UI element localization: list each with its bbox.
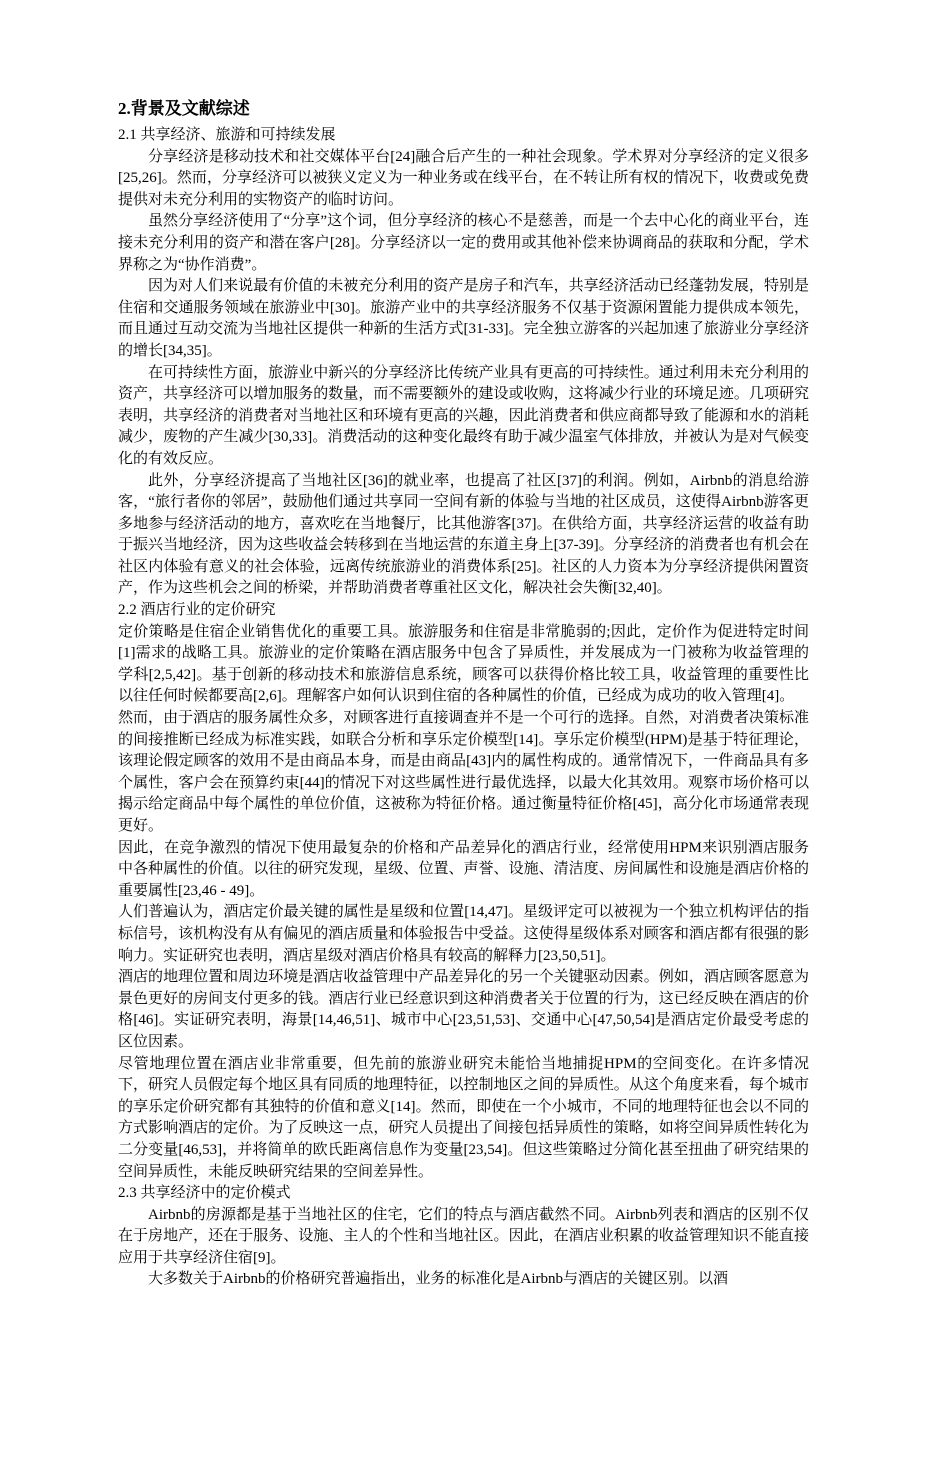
paragraph: 分享经济是移动技术和社交媒体平台[24]融合后产生的一种社会现象。学术界对分享经济的定义很多[25,26]。然而，分享经济可以被狭义定义为一种业务或在线平台，在不转让所有权的情况下，收费或免费提供对未充分利用的实物资产的临时访问。: [118, 148, 809, 208]
paragraph: 酒店的地理位置和周边环境是酒店收益管理中产品差异化的另一个关键驱动因素。例如，酒店顾客愿意为景色更好的房间支付更多的钱。酒店行业已经意识到这种消费者关于位置的行为，这已经反映在酒店的价格[46]。实证研究表明，海景[14,46,51]、城市中心[23,51,53]、交通中心[47,50,54]是酒店定价最受考虑的区位因素。: [118, 969, 809, 1050]
paragraph: 定价策略是住宿企业销售优化的重要工具。旅游服务和住宿是非常脆弱的;因此，定价作为促进特定时间[1]需求的战略工具。旅游业的定价策略在酒店服务中包含了异质性，并发展成为一门被称为收益管理的学科[2,5,42]。基于创新的移动技术和旅游信息系统，顾客可以获得价格比较工具，收益管理的重要性比以往任何时候都要高[2,6]。理解客户如何认识到住宿的各种属性的价值，已经成为成功的收入管理[4]。: [118, 623, 809, 705]
subsection-heading-2-3: 2.3 共享经济中的定价模式: [118, 1185, 291, 1202]
paragraph: 尽管地理位置在酒店业非常重要，但先前的旅游业研究未能恰当地捕捉HPM的空间变化。在许多情况下，研究人员假定每个地区具有同质的地理特征，以控制地区之间的异质性。从这个角度来看，每个城市的享乐定价研究都有其独特的价值和意义[14]。然而，即使在一个小城市，不同的地理特征也会以不同的方式影响酒店的定价。为了反映这一点，研究人员提出了间接包括异质性的策略，如将空间异质性转化为二分变量[46,53]，并将简单的欧氏距离信息作为变量[23,54]。但这些策略过分简化甚至扭曲了研究结果的空间异质性，未能反映研究结果的空间差异性。: [118, 1055, 809, 1180]
subsection-heading-2-1: 2.1 共享经济、旅游和可持续发展: [118, 127, 336, 143]
paragraph: 人们普遍认为，酒店定价最关键的属性是星级和位置[14,47]。星级评定可以被视为一个独立机构评估的指标信号，该机构没有从有偏见的酒店质量和体验报告中受益。这使得星级体系对顾客和酒店都有很强的影响力。实证研究也表明，酒店星级对酒店价格具有较高的解释力[23,50,51]。: [118, 904, 809, 964]
paragraph: 因为对人们来说最有价值的未被充分利用的资产是房子和汽车，共享经济活动已经蓬勃发展，特别是住宿和交通服务领域在旅游业中[30]。旅游产业中的共享经济服务不仅基于资源闲置能力提供成本领先，而且通过互动交流为当地社区提供一种新的生活方式[31-33]。完全独立游客的兴起加速了旅游业分享经济的增长[34,35]。: [118, 278, 809, 359]
paragraph: 因此，在竞争激烈的情况下使用最复杂的价格和产品差异化的酒店行业，经常使用HPM来识别酒店服务中各种属性的价值。以往的研究发现，星级、位置、声誉、设施、清洁度、房间属性和设施是酒店价格的重要属性[23,46 - 49]。: [118, 839, 809, 899]
subsection-heading-2-2: 2.2 酒店行业的定价研究: [118, 602, 276, 619]
paragraph: 此外，分享经济提高了当地社区[36]的就业率，也提高了社区[37]的利润。例如，Airbnb的消息给游客，“旅行者你的邻居”，鼓励他们通过共享同一空间有新的体验与当地的社区成员，这使得Airbnb游客更多地参与经济活动的地方，喜欢吃在当地餐厅，比其他游客[37]。在供给方面，共享经济运营的收益有助于振兴当地经济，因为这些收益会转移到在当地运营的东道主身上[37-39]。分享经济的消费者也有机会在社区内体验有意义的社会体验，远离传统旅游业的消费体系[25]。社区的人力资本为分享经济提供闲置资产，作为这些机会之间的桥梁，并帮助消费者尊重社区文化，解决社会失衡[32,40]。: [118, 472, 809, 597]
paragraph: 虽然分享经济使用了“分享”这个词，但分享经济的核心不是慈善，而是一个去中心化的商业平台，连接未充分利用的资产和潜在客户[28]。分享经济以一定的费用或其他补偿来协调商品的获取和分配，学术界称之为“协作消费”。: [118, 213, 809, 273]
paragraph: 在可持续性方面，旅游业中新兴的分享经济比传统产业具有更高的可持续性。通过利用未充分利用的资产，共享经济可以增加服务的数量，而不需要额外的建设或收购，这将减少行业的环境足迹。几项研究表明，共享经济的消费者对当地社区和环境有更高的兴趣，因此消费者和供应商都导致了能源和水的消耗减少，废物的产生减少[30,33]。消费活动的这种变化最终有助于减少温室气体排放，并被认为是对气候变化的有效反应。: [118, 364, 809, 467]
paragraph: Airbnb的房源都是基于当地社区的住宅，它们的特点与酒店截然不同。Airbnb列表和酒店的区别不仅在于房地产，还在于服务、设施、主人的个性和当地社区。因此，在酒店业积累的收益管理知识不能直接应用于共享经济住宿[9]。: [118, 1206, 809, 1266]
paragraph: 大多数关于Airbnb的价格研究普遍指出，业务的标准化是Airbnb与酒店的关键区别。以酒: [148, 1271, 728, 1288]
section-title: 2.背景及文献综述: [118, 99, 250, 118]
paragraph: 然而，由于酒店的服务属性众多，对顾客进行直接调查并不是一个可行的选择。自然，对消费者决策标准的间接推断已经成为标准实践，如联合分析和享乐定价模型[14]。享乐定价模型(HPM)是基于特征理论，该理论假定顾客的效用不是由商品本身，而是由商品[43]内的属性构成的。通常情况下，一件商品具有多个属性，客户会在预算约束[44]的情况下对这些属性进行最优选择，以最大化其效用。观察市场价格可以揭示给定商品中每个属性的单位价值，这被称为特征价格。通过衡量特征价格[45]，高分化市场通常表现更好。: [118, 710, 809, 834]
